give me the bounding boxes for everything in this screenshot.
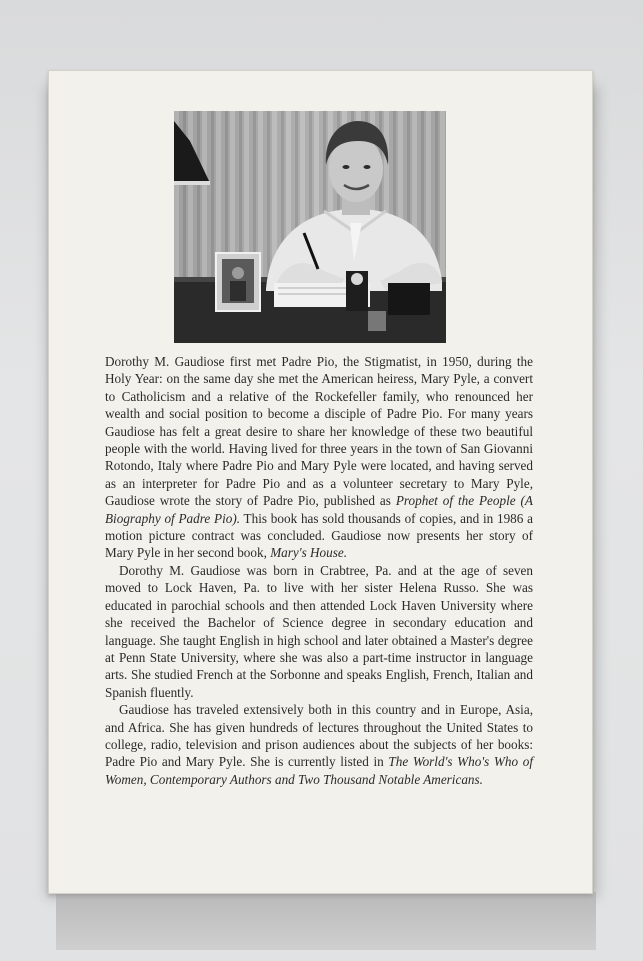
book-title-marys-house: Mary's House. <box>270 545 347 561</box>
bio-p3-text-a: Gaudiose has traveled extensively both in this country and in Europe, Asia, and Africa. She has given hundreds of lectures throughout the United States to college, radio, television and prison audiences about the subjects of her books: Padre Pio and Mary Pyle. She is currently listed in <box>105 702 533 770</box>
bio-paragraph-2: Dorothy M. Gaudiose was born in Crabtree, Pa. and at the age of seven moved to Lock Haven, Pa. to live with her sister Helena Russo. She was educated in parochial schools and then attended Lock Haven University where she received the Bachelor of Science degree in secondary education and language. She taught English in high school and later obtained a Master's degree at Penn State University, where she was also a part-time instructor in language arts. She studied French at the Sorbonne and speaks English, French, Italian and Spanish fluently. <box>105 562 533 700</box>
book-back-cover <box>48 70 593 894</box>
author-photo-illustration <box>174 111 446 343</box>
bio-p1-text-a: Dorothy M. Gaudiose first met Padre Pio, the Stigmatist, in 1950, during the Holy Year: on the same day she met the American heiress, Mary Pyle, a convert to Catholicism and a relative of the Rockefeller family, who renounced her wealth and social position to become a disciple of Padre Pio. For many years Gaudiose has felt a great desire to share her knowledge of these two beautiful people with the world. Having lived for three years in the town of San Giovanni Rotondo, Italy where Padre Pio and Mary Pyle were located, and having served as an interpreter for Padre Pio and as a volunteer secretary to Mary Pyle, Gaudiose wrote the story of Padre Pio, published as <box>105 354 533 509</box>
bio-p1-text-b: This book has sold thousands of copies, and in 1986 a motion picture contract was concluded. Gaudiose now presents her story of Mary Pyle in her second book, <box>105 510 533 561</box>
bio-paragraph-3 <box>105 701 533 788</box>
book-title-prophet-of-the-people: Prophet of the People (A Biography of Padre Pio). <box>105 493 533 526</box>
author-biography <box>105 353 533 788</box>
bio-paragraph-1 <box>105 353 533 562</box>
author-photo <box>174 111 446 343</box>
book-edge <box>56 892 596 950</box>
bio-listings: The World's Who's Who of Women, Contemporary Authors and Two Thousand Notable Americans. <box>105 754 533 787</box>
